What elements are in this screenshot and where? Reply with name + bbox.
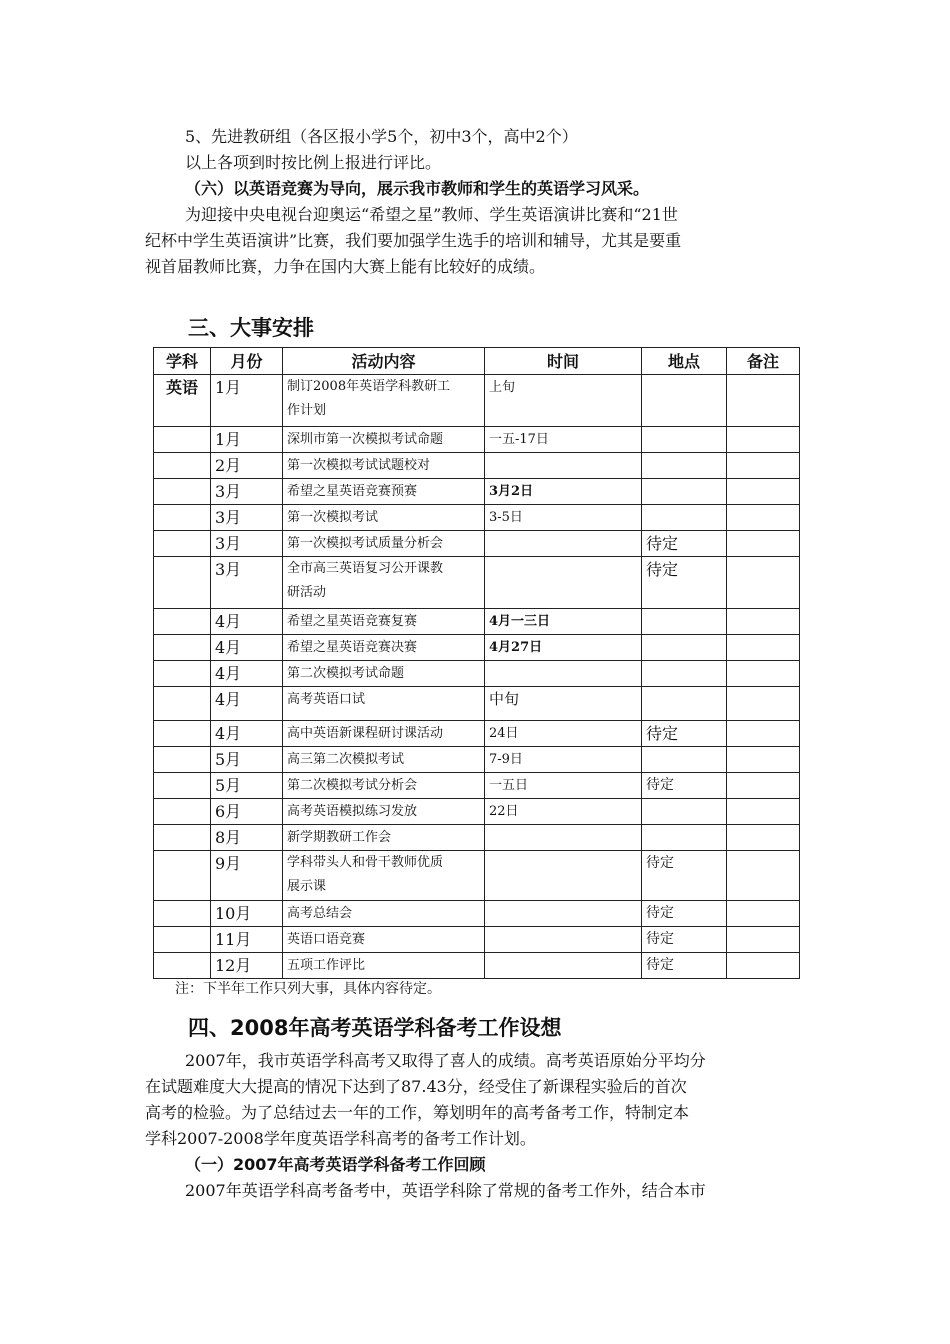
- table-row: [154, 479, 800, 505]
- note-cell: [727, 557, 800, 609]
- note-cell: [727, 635, 800, 661]
- month-cell: 1月: [211, 375, 283, 427]
- activity-cell: 五项工作评比: [283, 953, 485, 979]
- place-cell: [642, 687, 727, 721]
- subject-cell: [154, 609, 211, 635]
- section-4-review-line: 2007年英语学科高考备考中，英语学科除了常规的备考工作外，结合本市: [185, 1181, 706, 1200]
- time-cell: 3-5日: [485, 505, 642, 531]
- time-cell: 一五日: [485, 773, 642, 799]
- note-cell: [727, 851, 800, 901]
- place-cell: 待定: [642, 927, 727, 953]
- section-3-title: 三、大事安排: [188, 316, 314, 340]
- subject-cell: [154, 773, 211, 799]
- header-time: 时间: [485, 348, 642, 375]
- place-cell: [642, 453, 727, 479]
- place-cell: [642, 375, 727, 427]
- month-cell: 4月: [211, 661, 283, 687]
- subject-cell: [154, 927, 211, 953]
- header-note: 备注: [727, 348, 800, 375]
- evaluation-note: 以上各项到时按比例上报进行评比。: [185, 153, 442, 172]
- schedule-table: [153, 347, 800, 979]
- month-cell: 12月: [211, 953, 283, 979]
- place-cell: 待定: [642, 721, 727, 747]
- month-cell: 3月: [211, 505, 283, 531]
- time-cell: [485, 453, 642, 479]
- subject-cell: [154, 687, 211, 721]
- subject-cell: [154, 531, 211, 557]
- time-cell: 22日: [485, 799, 642, 825]
- month-cell: 6月: [211, 799, 283, 825]
- month-cell: 5月: [211, 747, 283, 773]
- subject-cell: [154, 635, 211, 661]
- subject-cell: [154, 721, 211, 747]
- place-cell: [642, 635, 727, 661]
- table-row: [154, 825, 800, 851]
- table-row: [154, 927, 800, 953]
- header-month: 月份: [211, 348, 283, 375]
- note-cell: [727, 721, 800, 747]
- note-cell: [727, 609, 800, 635]
- subject-cell: 英语: [154, 375, 211, 427]
- activity-cell: 高考英语模拟练习发放: [283, 799, 485, 825]
- section-4-line-3: 高考的检验。为了总结过去一年的工作，筹划明年的高考备考工作，特制定本: [145, 1103, 690, 1122]
- subject-cell: [154, 825, 211, 851]
- table-row: [154, 721, 800, 747]
- activity-cell: 高考总结会: [283, 901, 485, 927]
- note-cell: [727, 825, 800, 851]
- activity-cell: 第一次模拟考试试题校对: [283, 453, 485, 479]
- time-cell: 4月27日: [485, 635, 642, 661]
- place-cell: [642, 825, 727, 851]
- section-4-line-2: 在试题难度大大提高的情况下达到了87.43分，经受住了新课程实验后的首次: [145, 1077, 687, 1096]
- table-row: [154, 747, 800, 773]
- place-cell: [642, 747, 727, 773]
- subject-cell: [154, 661, 211, 687]
- note-cell: [727, 953, 800, 979]
- time-cell: 4月一三日: [485, 609, 642, 635]
- table-row: [154, 661, 800, 687]
- activity-cell: [283, 851, 485, 901]
- activity-cell: 希望之星英语竞赛复赛: [283, 609, 485, 635]
- time-cell: [485, 531, 642, 557]
- activity-cell: 高考英语口试: [283, 687, 485, 721]
- place-cell: [642, 479, 727, 505]
- place-cell: [642, 609, 727, 635]
- activity-cell: [283, 375, 485, 427]
- place-cell: 待定: [642, 531, 727, 557]
- month-cell: 3月: [211, 479, 283, 505]
- subject-cell: [154, 953, 211, 979]
- table-row: [154, 773, 800, 799]
- month-cell: 11月: [211, 927, 283, 953]
- table-row: [154, 375, 800, 427]
- note-cell: [727, 531, 800, 557]
- month-cell: 9月: [211, 851, 283, 901]
- activity-line: 全市高三英语复习公开课教: [287, 561, 444, 576]
- subject-cell: [154, 453, 211, 479]
- note-cell: [727, 479, 800, 505]
- time-cell: 中旬: [485, 687, 642, 721]
- activity-cell: 第二次模拟考试命题: [283, 661, 485, 687]
- time-cell: [485, 661, 642, 687]
- place-cell: 待定: [642, 953, 727, 979]
- activity-line: 学科带头人和骨干教师优质: [287, 855, 444, 870]
- subject-cell: [154, 901, 211, 927]
- activity-cell: 希望之星英语竞赛预赛: [283, 479, 485, 505]
- month-cell: 5月: [211, 773, 283, 799]
- place-cell: 待定: [642, 557, 727, 609]
- note-cell: [727, 687, 800, 721]
- month-cell: 2月: [211, 453, 283, 479]
- subject-cell: [154, 479, 211, 505]
- place-cell: [642, 799, 727, 825]
- table-row: [154, 687, 800, 721]
- subject-cell: [154, 505, 211, 531]
- activity-cell: [283, 557, 485, 609]
- month-cell: 10月: [211, 901, 283, 927]
- section-6-line-3: 视首届教师比赛，力争在国内大赛上能有比较好的成绩。: [145, 257, 546, 276]
- activity-line: 制订2008年英语学科教研工: [287, 379, 451, 394]
- item-5-text: 5、先进教研组（各区报小学5个，初中3个，高中2个）: [185, 127, 578, 146]
- note-cell: [727, 661, 800, 687]
- table-row: [154, 953, 800, 979]
- activity-line: 作计划: [287, 403, 327, 418]
- table-row: [154, 635, 800, 661]
- time-cell: [485, 901, 642, 927]
- place-cell: [642, 505, 727, 531]
- place-cell: [642, 427, 727, 453]
- activity-cell: 高中英语新课程研讨课活动: [283, 721, 485, 747]
- month-cell: 4月: [211, 721, 283, 747]
- subject-cell: [154, 557, 211, 609]
- time-cell: 24日: [485, 721, 642, 747]
- table-row: [154, 901, 800, 927]
- section-6-line-2: 纪杯中学生英语演讲”比赛，我们要加强学生选手的培训和辅导，尤其是要重: [145, 231, 682, 250]
- month-cell: 4月: [211, 609, 283, 635]
- time-cell: 3月2日: [485, 479, 642, 505]
- subject-cell: [154, 851, 211, 901]
- activity-cell: 深圳市第一次模拟考试命题: [283, 427, 485, 453]
- note-cell: [727, 901, 800, 927]
- table-row: [154, 851, 800, 901]
- section-6-heading: （六）以英语竞赛为导向，展示我市教师和学生的英语学习风采。: [185, 179, 650, 198]
- month-cell: 1月: [211, 427, 283, 453]
- activity-cell: 第一次模拟考试: [283, 505, 485, 531]
- table-row: [154, 505, 800, 531]
- time-cell: [485, 927, 642, 953]
- note-cell: [727, 927, 800, 953]
- note-cell: [727, 799, 800, 825]
- month-cell: 4月: [211, 635, 283, 661]
- month-cell: 3月: [211, 557, 283, 609]
- activity-cell: 新学期教研工作会: [283, 825, 485, 851]
- section-4-line-1: 2007年，我市英语学科高考又取得了喜人的成绩。高考英语原始分平均分: [185, 1051, 706, 1070]
- activity-cell: 英语口语竞赛: [283, 927, 485, 953]
- note-cell: [727, 773, 800, 799]
- section-4-title: 四、2008年高考英语学科备考工作设想: [188, 1016, 562, 1040]
- table-row: [154, 557, 800, 609]
- time-cell: [485, 557, 642, 609]
- place-cell: 待定: [642, 773, 727, 799]
- activity-cell: 高三第二次模拟考试: [283, 747, 485, 773]
- activity-cell: 第二次模拟考试分析会: [283, 773, 485, 799]
- subject-cell: [154, 427, 211, 453]
- header-activity: 活动内容: [283, 348, 485, 375]
- note-cell: [727, 453, 800, 479]
- activity-cell: 第一次模拟考试质量分析会: [283, 531, 485, 557]
- table-row: [154, 453, 800, 479]
- time-cell: [485, 851, 642, 901]
- section-4-subheading: （一）2007年高考英语学科备考工作回顾: [185, 1155, 486, 1174]
- activity-line: 研活动: [287, 585, 327, 600]
- table-row: [154, 609, 800, 635]
- table-row: [154, 427, 800, 453]
- activity-line: 展示课: [287, 879, 327, 894]
- place-cell: 待定: [642, 901, 727, 927]
- note-cell: [727, 375, 800, 427]
- section-4-line-4: 学科2007-2008学年度英语学科高考的备考工作计划。: [145, 1129, 536, 1148]
- table-row: [154, 799, 800, 825]
- section-6-line-1: 为迎接中央电视台迎奥运“希望之星”教师、学生英语演讲比赛和“21世: [185, 205, 678, 224]
- month-cell: 3月: [211, 531, 283, 557]
- note-cell: [727, 747, 800, 773]
- time-cell: 上旬: [485, 375, 642, 427]
- time-cell: 7-9日: [485, 747, 642, 773]
- time-cell: [485, 825, 642, 851]
- header-subject: 学科: [154, 348, 211, 375]
- time-cell: [485, 953, 642, 979]
- time-cell: 一五-17日: [485, 427, 642, 453]
- header-place: 地点: [642, 348, 727, 375]
- subject-cell: [154, 747, 211, 773]
- table-row: [154, 531, 800, 557]
- table-footnote: 注：下半年工作只列大事，具体内容待定。: [175, 981, 441, 997]
- month-cell: 8月: [211, 825, 283, 851]
- month-cell: 4月: [211, 687, 283, 721]
- note-cell: [727, 427, 800, 453]
- place-cell: [642, 661, 727, 687]
- place-cell: 待定: [642, 851, 727, 901]
- subject-cell: [154, 799, 211, 825]
- activity-cell: 希望之星英语竞赛决赛: [283, 635, 485, 661]
- table-header-row: [154, 348, 800, 375]
- note-cell: [727, 505, 800, 531]
